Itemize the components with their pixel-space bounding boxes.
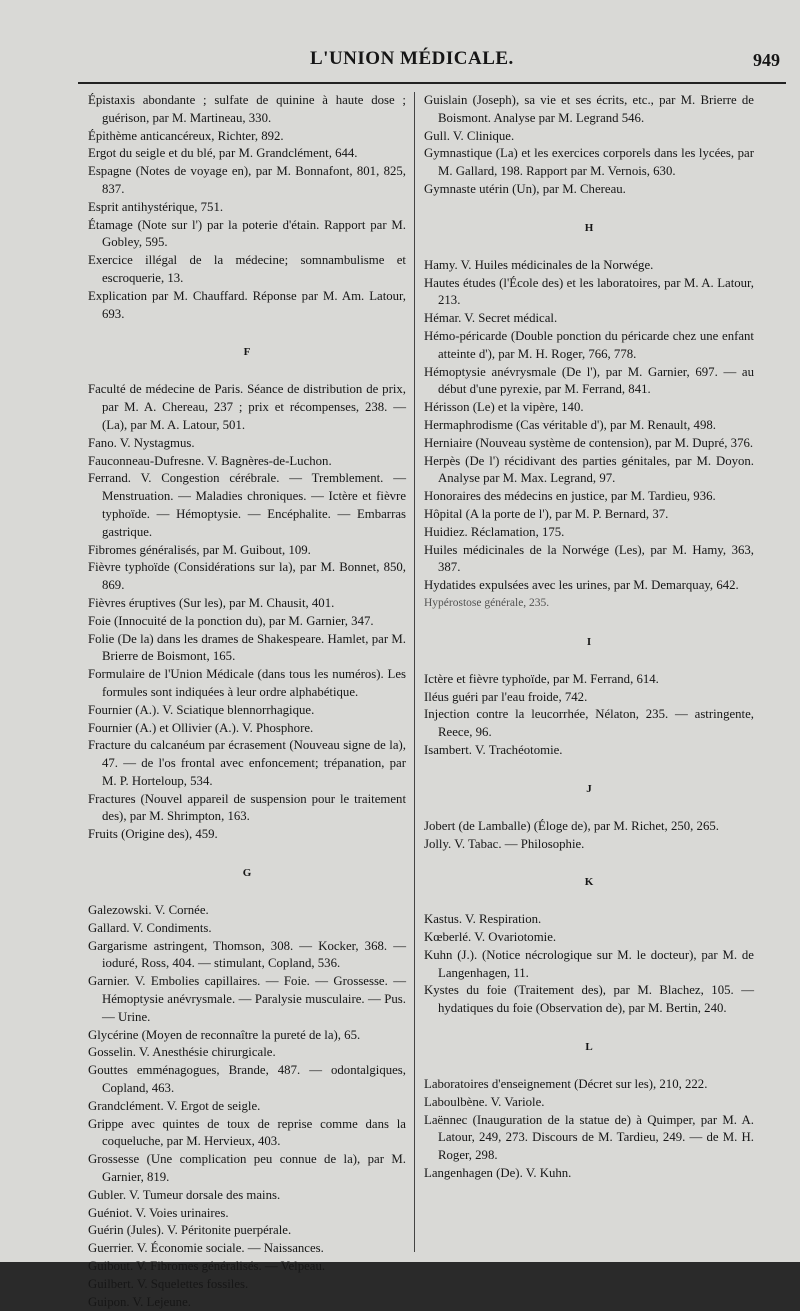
page-header xyxy=(80,48,780,80)
section-letter: K xyxy=(584,876,594,889)
index-entry: Hémar. V. Secret médical. xyxy=(424,311,558,326)
index-entry: Fractures (Nouvel appareil de suspension pour le traitement des), par M. Shrimpton, 163. xyxy=(88,791,406,824)
index-entry: Kastus. V. Respiration. xyxy=(424,912,542,927)
index-entry: Herpès (De l') récidivant des parties génitales, par M. Doyon. Analyse par M. Max. Legrand, 97. xyxy=(424,453,754,486)
index-entry: Foie (Innocuité de la ponction du), par M. Garnier, 347. xyxy=(88,613,374,628)
index-entry: Étamage (Note sur l') par la poterie d'étain. Rapport par M. Gobley, 595. xyxy=(88,217,406,250)
index-entry: Hémoptysie anévrysmale (De l'), par M. Garnier, 697. — au début d'une pyrexie, par M. Ferrand, 841. xyxy=(424,364,754,397)
index-entry: Faculté de médecine de Paris. Séance de distribution de prix, par M. A. Chereau, 237 ; prix et récompenses, 238. — (La), par M. A. Latour, 501. xyxy=(88,382,406,432)
index-entry: Laboratoires d'enseignement (Décret sur les), 210, 222. xyxy=(424,1077,708,1092)
index-entry: Grandclément. V. Ergot de seigle. xyxy=(88,1098,261,1113)
index-entry: Gull. V. Clinique. xyxy=(424,128,515,143)
section-letter: F xyxy=(243,346,251,359)
index-entry: Formulaire de l'Union Médicale (dans tous les numéros). Les formules sont indiquées à leur ordre alphabétique. xyxy=(88,667,406,699)
running-title: L'UNION MÉDICALE. xyxy=(310,48,514,69)
index-entry: Gouttes emménagogues, Brande, 487. — odontalgiques, Copland, 463. xyxy=(88,1063,406,1096)
column-divider xyxy=(414,92,415,1252)
index-entry: Guérin (Jules). V. Péritonite puerpérale. xyxy=(88,1223,292,1238)
index-entry: Iléus guéri par l'eau froide, 742. xyxy=(424,689,588,704)
index-entry: Guipon. V. Lejeune. xyxy=(88,1294,191,1309)
index-entry: Hermaphrodisme (Cas véritable d'), par M. Renault, 498. xyxy=(424,417,716,432)
index-entry: Gosselin. V. Anesthésie chirurgicale. xyxy=(88,1045,276,1060)
index-entry: Hamy. V. Huiles médicinales de la Norwége. xyxy=(424,257,654,272)
index-entry: Gymnaste utérin (Un), par M. Chereau. xyxy=(424,181,626,196)
index-entry: Langenhagen (De). V. Kuhn. xyxy=(424,1166,572,1181)
index-entry: Exercice illégal de la médecine; somnambulisme et escroquerie, 13. xyxy=(88,253,406,285)
index-entry: Fièvres éruptives (Sur les), par M. Chausit, 401. xyxy=(88,595,335,610)
right-column xyxy=(424,92,754,1183)
index-entry: Ictère et fièvre typhoïde, par M. Ferrand, 614. xyxy=(424,671,659,686)
index-entry: Glycérine (Moyen de reconnaître la pureté de la), 65. xyxy=(88,1027,361,1042)
index-entry: Huidiez. Réclamation, 175. xyxy=(424,524,565,539)
index-entry: Galezowski. V. Cornée. xyxy=(88,903,209,918)
index-entry: Injection contre la leucorrhée, Nélaton, 235. — astringente, Reece, 96. xyxy=(424,707,754,740)
section-letter: H xyxy=(584,221,594,234)
index-entry: Fruits (Origine des), 459. xyxy=(88,827,218,842)
index-entry: Hôpital (A la porte de l'), par M. P. Bernard, 37. xyxy=(424,506,669,521)
index-entry: Laënnec (Inauguration de la statue de) à Quimper, par M. A. Latour, 249, 273. Discours de M. Tardieu, 249. — de M. H. Roger, 298. xyxy=(424,1112,754,1163)
index-entry: Épistaxis abondante ; sulfate de quinine à haute dose ; guérison, par M. Martineau, 330. xyxy=(88,93,406,125)
index-entry: Guéniot. V. Voies urinaires. xyxy=(88,1205,229,1220)
index-entry: Folie (De la) dans les drames de Shakespeare. Hamlet, par M. Brierre de Boismont, 165. xyxy=(88,631,406,664)
index-entry: Explication par M. Chauffard. Réponse par M. Am. Latour, 693. xyxy=(88,288,406,321)
section-letter: I xyxy=(586,635,592,648)
index-entry: Isambert. V. Trachéotomie. xyxy=(424,742,563,757)
section-letter: J xyxy=(586,782,592,795)
index-entry: Hérisson (Le) et la vipère, 140. xyxy=(424,400,584,415)
page-number: 949 xyxy=(753,50,780,70)
index-entry: Jolly. V. Tabac. — Philosophie. xyxy=(424,836,585,851)
index-entry: Fournier (A.). V. Sciatique blennorrhagique. xyxy=(88,702,315,717)
index-entry: Gymnastique (La) et les exercices corporels dans les lycées, par M. Gallard, 198. Rapport par M. Vernois, 630. xyxy=(424,146,754,179)
index-entry: Kuhn (J.). (Notice nécrologique sur M. le docteur), par M. de Langenhagen, 11. xyxy=(424,947,754,980)
index-entry: Laboulbène. V. Variole. xyxy=(424,1094,545,1109)
header-rule xyxy=(78,82,786,84)
section-letter: L xyxy=(585,1041,593,1054)
index-entry: Espagne (Notes de voyage en), par M. Bonnafont, 801, 825, 837. xyxy=(88,164,406,196)
index-entry: Épithème anticancéreux, Richter, 892. xyxy=(88,128,284,143)
index-entry: Gubler. V. Tumeur dorsale des mains. xyxy=(88,1187,281,1202)
index-entry: Fauconneau-Dufresne. V. Bagnères-de-Luchon. xyxy=(88,453,332,468)
index-entry: Hautes études (l'École des) et les laboratoires, par M. A. Latour, 213. xyxy=(424,275,754,308)
left-column xyxy=(88,92,406,1311)
index-entry: Ferrand. V. Congestion cérébrale. — Tremblement. — Menstruation. — Maladies chroniques. — Ictère et fièvre typhoïde. — Hémoptysie. — Encéphalite. — Embarras gastrique. xyxy=(88,471,406,539)
index-entry: Kœberlé. V. Ovariotomie. xyxy=(424,930,557,945)
section-letter: G xyxy=(242,867,252,880)
index-entry: Fournier (A.) et Ollivier (A.). V. Phosphore. xyxy=(88,720,314,735)
index-entry: Fièvre typhoïde (Considérations sur la), par M. Bonnet, 850, 869. xyxy=(88,560,406,593)
index-entry: Jobert (de Lamballe) (Éloge de), par M. Richet, 250, 265. xyxy=(424,818,719,833)
index-entry: Kystes du foie (Traitement des), par M. Blachez, 105. — hydatiques du foie (Observation de), par M. Bertin, 240. xyxy=(424,983,754,1016)
index-entry: Guilbert. V. Squelettes fossiles. xyxy=(88,1276,249,1291)
index-entry: Hypérostose générale, 235. xyxy=(424,596,550,609)
index-entry: Guerrier. V. Économie sociale. — Naissances. xyxy=(88,1241,324,1256)
index-entry: Esprit antihystérique, 751. xyxy=(88,199,224,214)
index-entry: Guislain (Joseph), sa vie et ses écrits, etc., par M. Brierre de Boismont. Analyse par M. Legrand 546. xyxy=(424,93,754,125)
index-entry: Guibout. V. Fibromes généralisés. — Velpeau. xyxy=(88,1259,326,1274)
index-entry: Ergot du seigle et du blé, par M. Grandclément, 644. xyxy=(88,146,358,161)
index-entry: Fano. V. Nystagmus. xyxy=(88,435,195,450)
index-entry: Gargarisme astringent, Thomson, 308. — Kocker, 368. — ioduré, Ross, 404. — stimulant, Copland, 536. xyxy=(88,938,406,971)
index-entry: Grippe avec quintes de toux de reprise comme dans la coqueluche, par M. Hervieux, 403. xyxy=(88,1116,406,1149)
index-entry: Herniaire (Nouveau système de contension), par M. Dupré, 376. xyxy=(424,435,754,450)
index-entry: Honoraires des médecins en justice, par M. Tardieu, 936. xyxy=(424,489,716,504)
index-entry: Hydatides expulsées avec les urines, par M. Demarquay, 642. xyxy=(424,578,739,593)
index-entry: Fibromes généralisés, par M. Guibout, 109. xyxy=(88,542,311,557)
index-entry: Gallard. V. Condiments. xyxy=(88,920,212,935)
index-entry: Grossesse (Une complication peu connue de la), par M. Garnier, 819. xyxy=(88,1152,406,1185)
index-entry: Garnier. V. Embolies capillaires. — Foie. — Grossesse. — Hémoptysie anévrysmale. — Paralysie musculaire. — Pus. — Urine. xyxy=(88,974,406,1024)
index-entry: Hémo-péricarde (Double ponction du péricarde chez une enfant atteinte d'), par M. H. Roger, 766, 778. xyxy=(424,328,754,361)
index-entry: Huiles médicinales de la Norwége (Les), par M. Hamy, 363, 387. xyxy=(424,542,754,575)
index-entry: Fracture du calcanéum par écrasement (Nouveau signe de la), 47. — de l'os frontal avec enfoncement; trépanation, par M. P. Horteloup, 534. xyxy=(88,738,406,788)
